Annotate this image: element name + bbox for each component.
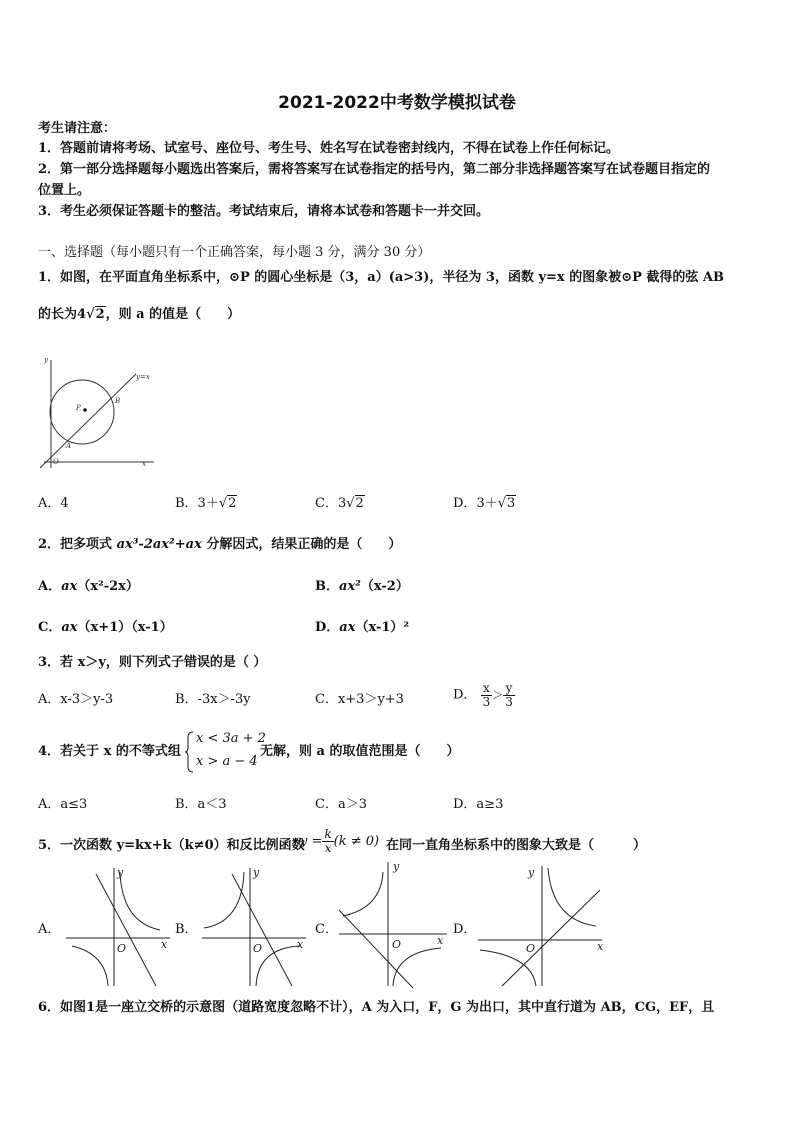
q5-a-y: y	[117, 866, 124, 879]
q2-c-post: （x+1）（x-1）	[77, 620, 173, 635]
q1-option-b-sqrt: √2	[218, 496, 237, 511]
q2-stem-expr: ax³-2ax²+ax	[116, 537, 202, 552]
q5-c-x: x	[437, 934, 444, 947]
q2-b-post: （x-2）	[360, 579, 409, 594]
q2-b-label: B．	[315, 579, 339, 594]
q5-option-d-label[interactable]: D．	[453, 922, 477, 937]
q2-a-post: （x²-2x）	[77, 579, 139, 594]
q1-stem-line1: 1．如图，在平面直角坐标系中，⊙P 的圆心坐标是（3，a）(a>3)，半径为 3，函数 y=x 的图象被⊙P 截得的弦 AB	[38, 270, 724, 285]
q3-d-den2: 3	[505, 695, 513, 709]
q3-stem: 3．若 x＞y，则下列式子错误的是（ ）	[38, 655, 267, 670]
q2-option-b[interactable]	[315, 577, 409, 597]
q2-option-d[interactable]	[315, 618, 409, 638]
page-title: 2021-2022中考数学模拟试卷	[278, 93, 516, 113]
q5-b-x: x	[297, 938, 304, 951]
q4-brace	[185, 731, 195, 773]
q1-option-b-radicand: 2	[228, 496, 237, 511]
q1-tail: ，则 a 的值是（ ）	[105, 307, 241, 322]
q1-option-c-text: C．3	[315, 496, 347, 511]
q1-option-d-radicand: 3	[507, 496, 516, 511]
notice-item-3: 3．考生必须保证答题卡的整洁。考试结束后，请将本试卷和答题卡一并交回。	[38, 204, 490, 219]
q3-d-num2: y	[503, 682, 515, 696]
q5-graph-b[interactable]	[196, 862, 311, 990]
q5-d-y: y	[528, 866, 535, 879]
q1-sqrt: √2	[86, 307, 105, 322]
q3-option-d[interactable]	[453, 682, 515, 709]
q4-ineq-1: x < 3a + 2	[196, 731, 266, 746]
q3-option-a[interactable]: A．x-3＞y-3	[38, 692, 114, 707]
q1-text: 的长为	[38, 307, 78, 322]
q2-a-it: ax	[61, 579, 78, 594]
q2-stem-post: 分解因式，结果正确的是（ ）	[201, 537, 402, 552]
q1-option-a[interactable]: A．4	[38, 496, 69, 511]
q1-option-d-text: 3＋	[476, 496, 498, 511]
q5-a-x: x	[161, 938, 168, 951]
q3-d-num1: x	[481, 682, 493, 696]
q1-option-d-sqrt: √3	[497, 496, 516, 511]
q5-option-c-label[interactable]: C．	[315, 922, 338, 937]
q1-option-d[interactable]	[453, 494, 516, 514]
q1-four: 4	[77, 307, 87, 322]
notice-item-1: 1．答题前请将考场、试室号、座位号、考生号、姓名写在试卷密封线内，不得在试卷上作任何标记。	[38, 141, 620, 156]
q3-d-gt: ＞	[492, 688, 504, 702]
q2-a-label: A．	[38, 579, 62, 594]
q4-stem-post: 无解，则 a 的取值范围是（ ）	[260, 744, 460, 759]
q5-b-o: O	[253, 942, 263, 955]
q1-fig-line: y=x	[136, 373, 150, 381]
q3-d-den1: 3	[482, 695, 491, 709]
q5-a-o: O	[117, 942, 127, 955]
q5-cond: (k ≠ 0)	[333, 834, 380, 849]
notice-item-2: 2．第一部分选择题每小题选出答案后，需将答案写在试卷指定的括号内，第二部分非选择题答案写在试卷题目指定的	[38, 162, 711, 177]
q5-c-y: y	[393, 860, 400, 873]
q4-option-a[interactable]: A．a≤3	[38, 797, 88, 812]
q1-radicand: 2	[95, 307, 105, 322]
q1-option-b[interactable]	[175, 494, 237, 514]
q5-graph-d[interactable]	[472, 860, 607, 990]
q6-stem-line1: 6．如图1是一座立交桥的示意图（道路宽度忽略不计），A 为入口，F，G 为出口，其中直行道为 AB，CG，EF，且	[38, 1000, 715, 1015]
q4-option-d[interactable]: D．a≥3	[453, 797, 504, 812]
q3-option-b[interactable]: B．-3x＞-3y	[175, 692, 251, 707]
q2-stem	[38, 535, 401, 555]
q2-option-a[interactable]	[38, 577, 139, 597]
q3-d-frac1	[481, 682, 493, 709]
q1-fig-B: B	[115, 397, 121, 405]
q1-figure	[36, 352, 161, 470]
q5-graph-c[interactable]	[333, 858, 453, 990]
q3-d-label: D．	[453, 687, 477, 703]
q5-d-o: O	[526, 942, 536, 955]
q3-option-c[interactable]: C．x+3＞y+3	[315, 692, 404, 707]
q2-option-c[interactable]	[38, 618, 173, 638]
q2-c-it: ax	[61, 620, 78, 635]
q1-fig-P: P	[76, 404, 81, 412]
q2-b-it: ax²	[339, 579, 361, 594]
q1-option-c-sqrt: √2	[346, 496, 364, 511]
q1-option-c-radicand: 2	[355, 496, 364, 511]
q2-d-label: D．	[315, 620, 340, 635]
q5-option-b-label[interactable]: B．	[175, 922, 198, 937]
q1-fig-x: x	[142, 460, 146, 468]
q5-y-eq: y =	[300, 834, 323, 849]
q1-option-c[interactable]	[315, 494, 365, 514]
q4-option-c[interactable]: C．a＞3	[315, 797, 367, 812]
q5-frac-num: k	[324, 827, 332, 841]
q5-formula	[300, 828, 379, 855]
q2-d-post: （x-1）²	[355, 620, 410, 635]
q2-stem-pre: 2．把多项式	[38, 537, 117, 552]
q1-option-b-text: B．3＋	[175, 496, 219, 511]
q5-frac-den: x	[324, 841, 332, 855]
q4-ineq-2: x > a − 4	[196, 754, 258, 769]
q5-stem-pre: 5．一次函数 y=kx+k（k≠0）和反比例函数	[38, 838, 305, 853]
q1-fig-y: y	[44, 356, 48, 364]
q5-graph-a[interactable]	[60, 862, 175, 990]
q1-stem-line2	[38, 305, 240, 325]
q4-stem-pre: 4．若关于 x 的不等式组	[38, 744, 181, 759]
q5-stem-post: 在同一直角坐标系中的图象大致是（ ）	[386, 838, 647, 853]
q3-d-frac2	[503, 682, 515, 709]
q5-d-x: x	[597, 940, 604, 953]
q2-c-label: C．	[38, 620, 62, 635]
q5-b-y: y	[253, 866, 260, 879]
q4-option-b[interactable]: B．a＜3	[175, 797, 227, 812]
q1-option-d-label: D．	[453, 496, 477, 511]
notice-heading: 考生请注意：	[38, 121, 117, 136]
section-heading: 一、选择题（每小题只有一个正确答案，每小题 3 分，满分 30 分）	[38, 245, 431, 260]
q5-c-o: O	[392, 938, 402, 951]
q1-fig-A: A	[66, 442, 72, 450]
q1-fig-O: O	[53, 458, 59, 466]
q5-frac	[322, 828, 333, 855]
q2-d-it: ax	[339, 620, 356, 635]
q5-option-a-label[interactable]: A．	[38, 922, 61, 937]
notice-item-2-cont: 位置上。	[38, 183, 91, 198]
